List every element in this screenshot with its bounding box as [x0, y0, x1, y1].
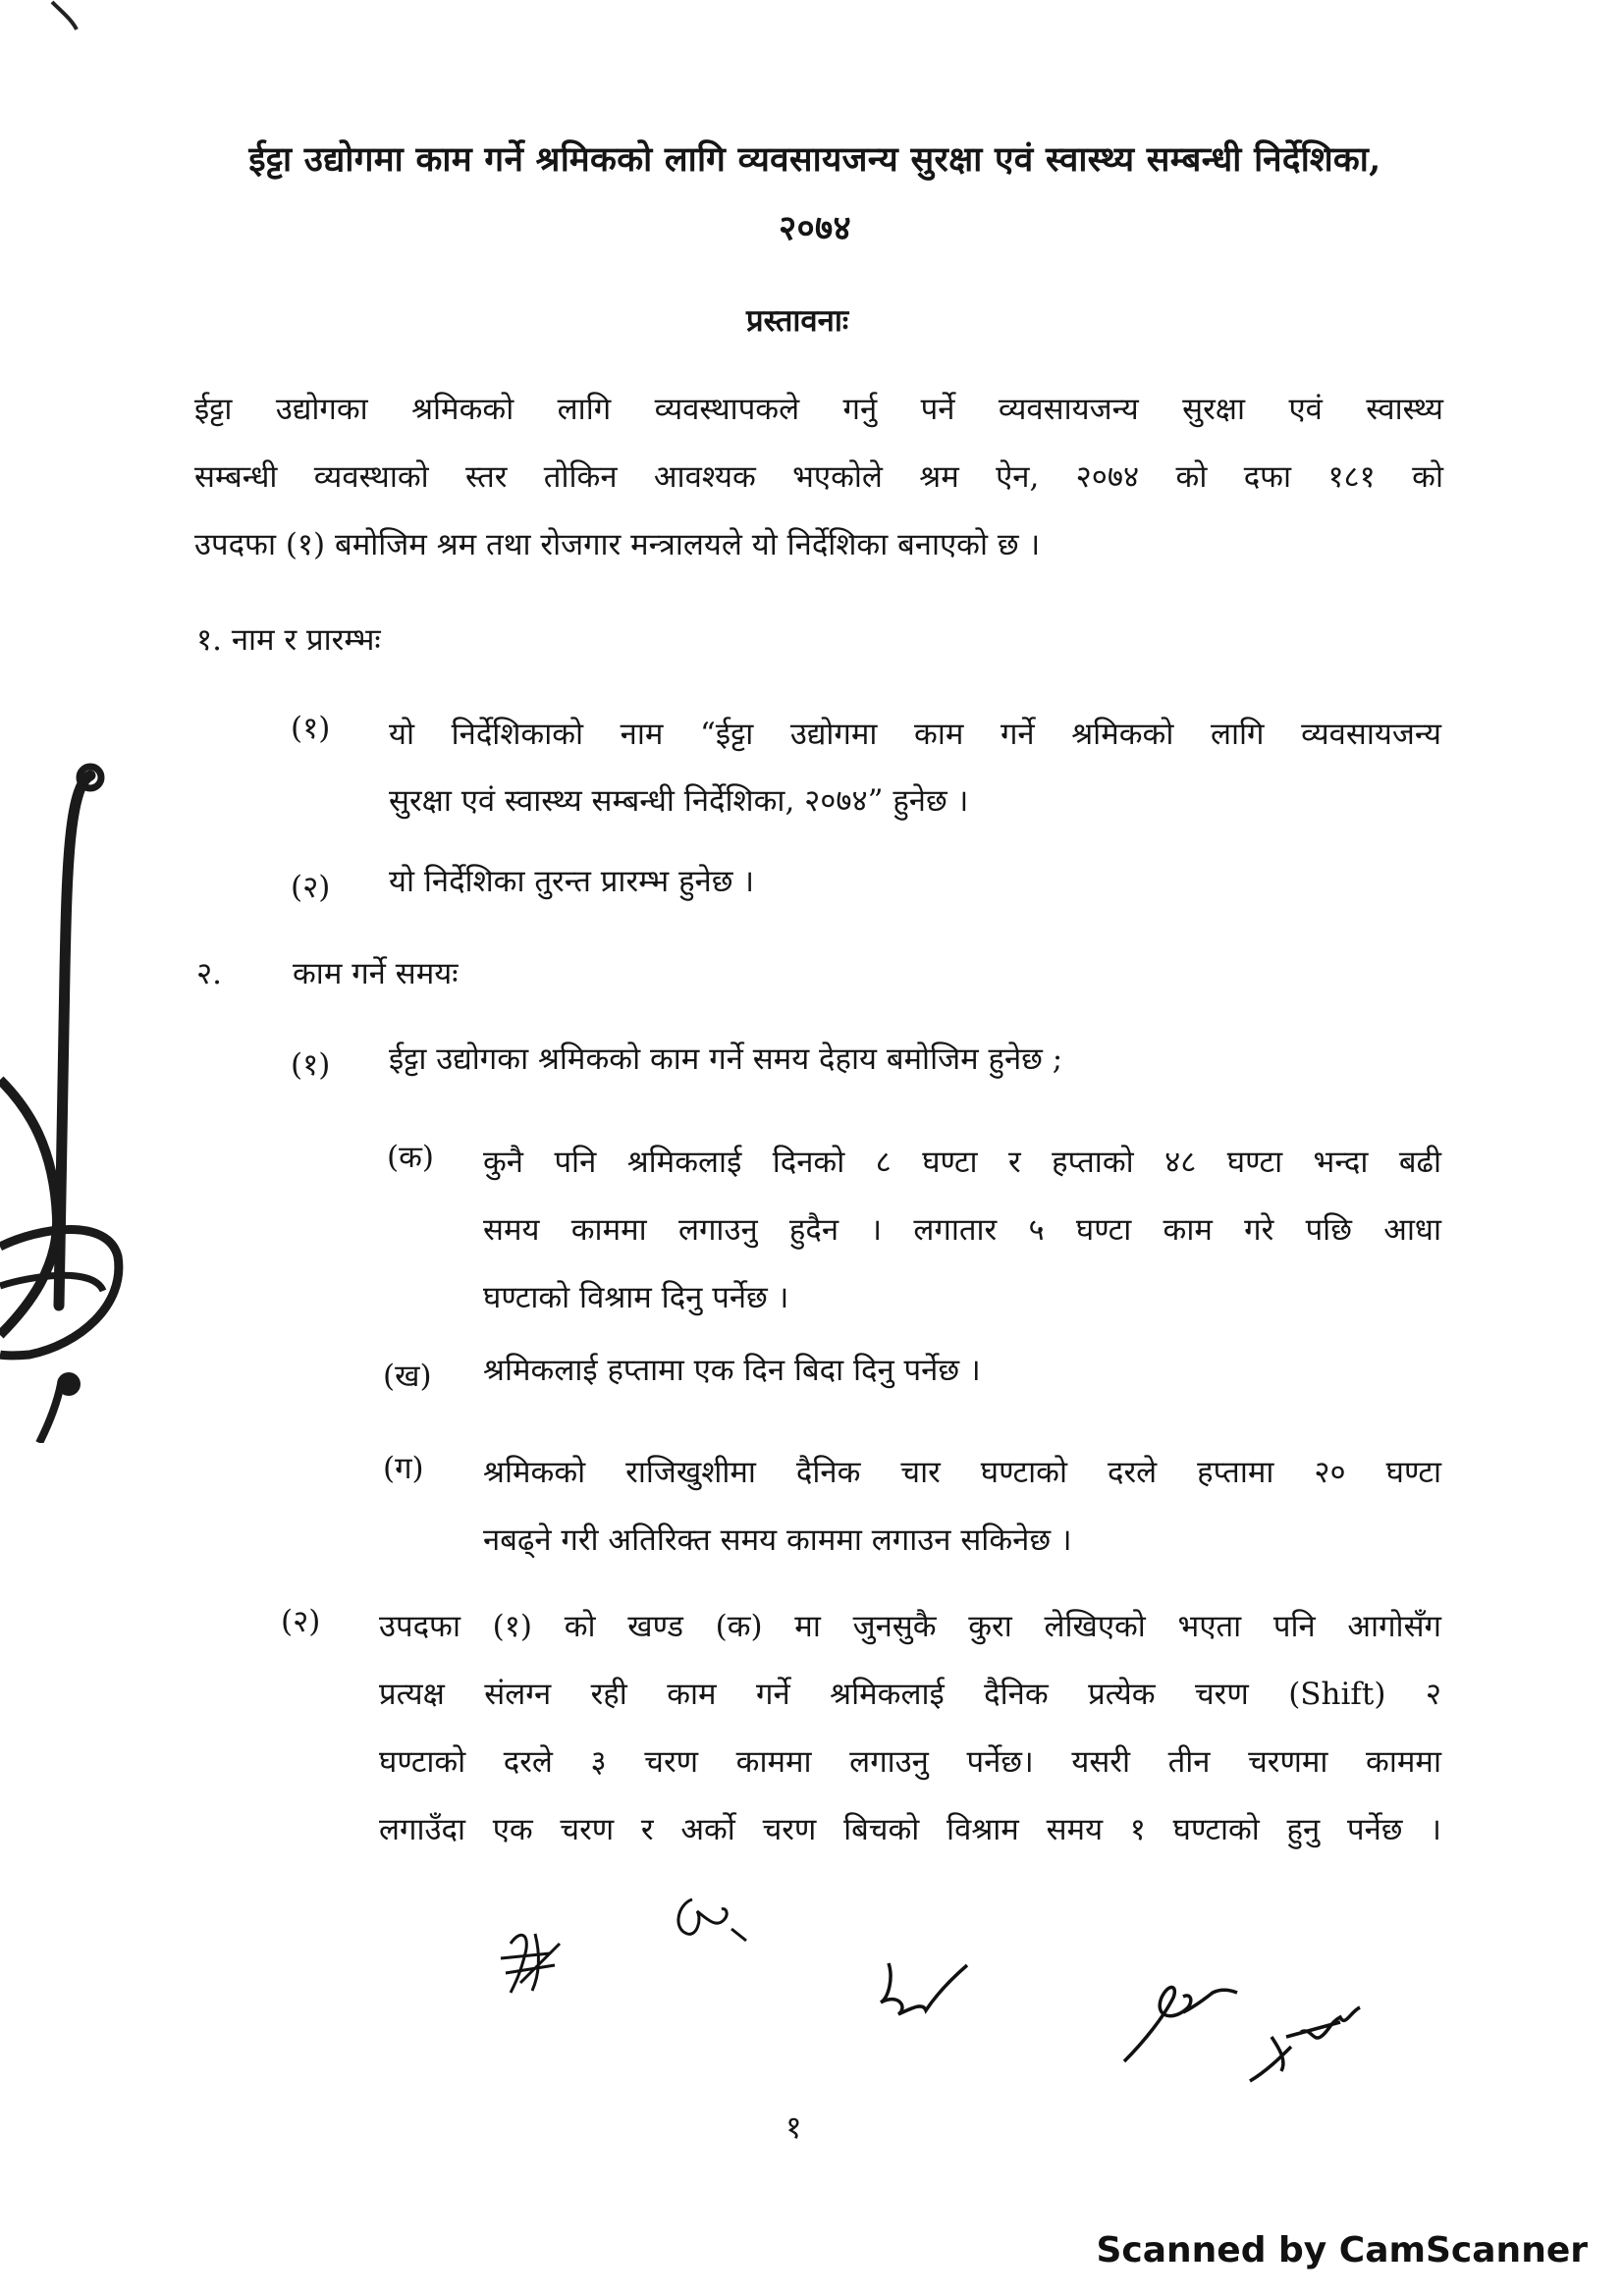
document-title-year: २०७४ — [778, 208, 851, 248]
section-1-sub1-line: यो निर्देशिकाको नाम “ईट्टा उद्योगमा काम गर्ने श्रमिकको लागि व्यवसायजन्य — [389, 717, 1441, 752]
clause-kha-label: (ख) — [383, 1359, 432, 1394]
preamble-heading: प्रस्तावनाः — [746, 303, 849, 339]
section-1-sub1-number: (१) — [291, 711, 331, 746]
section-1-sub2-text: यो निर्देशिका तुरन्त प्रारम्भ हुनेछ । — [389, 864, 755, 899]
signature-4 — [1114, 1963, 1242, 2071]
signature-2 — [668, 1890, 756, 1949]
binding-string-graphic — [0, 756, 137, 1443]
clause-ka-label: (क) — [387, 1140, 434, 1175]
clause-ka-text — [483, 1129, 1441, 1332]
clause-ga-line: नबढ्ने गरी अतिरिक्त समय काममा लगाउन सकिनेछ । — [483, 1522, 1072, 1558]
section-1-sub1-text — [389, 701, 1441, 834]
preamble-paragraph — [194, 376, 1443, 579]
section-2-sub2-line: घण्टाको दरले ३ चरण काममा लगाउनु पर्नेछ। यसरी तीन चरणमा काममा — [379, 1744, 1441, 1780]
clause-ka-line: कुनै पनि श्रमिकलाई दिनको ८ घण्टा र हप्ताको ४८ घण्टा भन्दा बढी — [483, 1145, 1441, 1180]
clause-kha-text: श्रमिकलाई हप्तामा एक दिन बिदा दिनु पर्नेछ । — [483, 1353, 981, 1388]
preamble-line: ईट्टा उद्योगका श्रमिकको लागि व्यवस्थापकले गर्नु पर्ने व्यवसायजन्य सुरक्षा एवं स्वास्थ्य — [194, 392, 1443, 427]
clause-ga-label: (ग) — [383, 1451, 424, 1486]
section-2-sub1-text: ईट्टा उद्योगका श्रमिकको काम गर्ने समय देहाय बमोजिम हुनेछ ; — [389, 1041, 1063, 1077]
section-2-sub2-text — [379, 1593, 1441, 1864]
preamble-line: उपदफा (१) बमोजिम श्रम तथा रोजगार मन्त्रालयले यो निर्देशिका बनाएको छ । — [194, 527, 1041, 562]
clause-ga-text — [483, 1439, 1441, 1575]
preamble-line: सम्बन्धी व्यवस्थाको स्तर तोकिन आवश्यक भएकोले श्रम ऐन, २०७४ को दफा १८१ को — [194, 459, 1443, 495]
signature-1 — [491, 1914, 579, 2002]
clause-ga-line: श्रमिकको राजिखुशीमा दैनिक चार घण्टाको दरले हप्तामा २० घण्टा — [483, 1455, 1441, 1490]
section-2-number: २. — [196, 956, 222, 991]
page-number: १ — [785, 2109, 802, 2146]
section-1-heading: १. नाम र प्रारम्भः — [196, 622, 381, 658]
section-1-sub1-line: सुरक्षा एवं स्वास्थ्य सम्बन्धी निर्देशिका, २०७४” हुनेछ । — [389, 783, 969, 819]
clause-ka-line: समय काममा लगाउनु हुदैन । लगातार ५ घण्टा काम गरे पछि आधा — [483, 1212, 1441, 1248]
section-2-sub2-line: लगाउँदा एक चरण र अर्को चरण बिचको विश्राम समय १ घण्टाको हुनु पर्नेछ । — [379, 1812, 1441, 1847]
signature-3 — [869, 1953, 977, 2032]
document-title: ईट्टा उद्योगमा काम गर्ने श्रमिकको लागि व्यवसायजन्य सुरक्षा एवं स्वास्थ्य सम्बन्धी निर्देशिका, — [248, 139, 1381, 180]
section-1-sub2-number: (२) — [291, 870, 331, 905]
section-2-sub2-number: (२) — [281, 1604, 321, 1639]
corner-mark-graphic — [47, 0, 96, 39]
section-2-sub2-line: प्रत्यक्ष संलग्न रही काम गर्ने श्रमिकलाई दैनिक प्रत्येक चरण (Shift) २ — [379, 1677, 1441, 1712]
section-2-sub2-line: उपदफा (१) को खण्ड (क) मा जुनसुकै कुरा लेखिएको भएता पनि आगोसँग — [379, 1609, 1441, 1644]
signature-5 — [1242, 1983, 1370, 2091]
clause-ka-line: घण्टाको विश्राम दिनु पर्नेछ । — [483, 1280, 789, 1315]
section-2-sub1-number: (१) — [291, 1047, 331, 1083]
scanner-watermark: Scanned by CamScanner — [1096, 2230, 1588, 2270]
section-2-heading: काम गर्ने समयः — [293, 956, 459, 991]
